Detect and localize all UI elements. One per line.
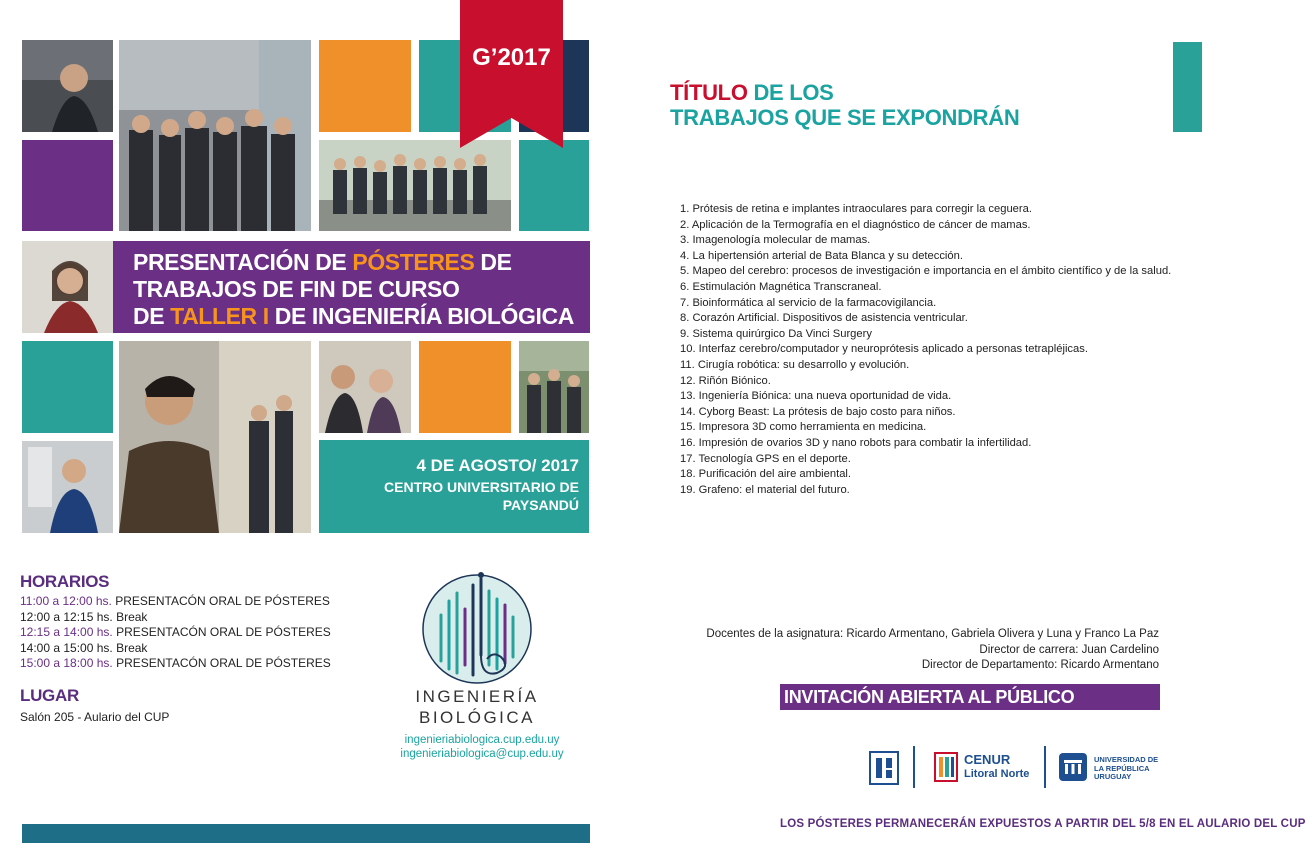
udelar-name: UNIVERSIDAD DE LA REPÚBLICA URUGUAY: [1094, 755, 1159, 781]
tile-orange-2: [419, 341, 511, 433]
title-banner: [113, 241, 590, 333]
schedule-activity: PRESENTACÓN ORAL DE PÓSTERES: [112, 656, 331, 670]
photo-students-outside: [519, 341, 589, 433]
work-item: 18. Purificación del aire ambiental.: [680, 468, 852, 481]
tile-teal-3: [22, 341, 113, 433]
photo-students-talking: [319, 341, 411, 433]
tile-purple: [22, 140, 113, 231]
work-item: 16. Impresión de ovarios 3D y nano robots para combatir la infertilidad.: [680, 436, 1032, 449]
logo-wordmark: [395, 686, 559, 728]
schedule-row: [20, 625, 350, 641]
year-ribbon: [460, 0, 563, 148]
work-item: 12. Riñón Biónico.: [680, 374, 771, 387]
work-item: 2. Aplicación de la Termografía en el diagnóstico de cáncer de mamas.: [680, 218, 1031, 231]
schedule-title: HORARIOS: [20, 572, 110, 591]
photo-student-girl: [22, 241, 113, 333]
work-item: 10. Interfaz cerebro/computador y neuroprótesis aplicado a personas tetrapléjicas.: [680, 343, 1088, 356]
works-heading: [670, 80, 1019, 130]
email-link[interactable]: ingenieriabiologica@cup.edu.uy: [400, 747, 564, 760]
event-place-line-1: CENTRO UNIVERSITARIO DE: [384, 479, 579, 495]
right-edge-tab: [1173, 42, 1202, 132]
photo-group-outdoor: [319, 140, 511, 231]
credits-block: [706, 627, 1159, 674]
website-link[interactable]: ingenieriabiologica.cup.edu.uy: [404, 734, 560, 746]
work-item: 13. Ingeniería Biónica: una nueva oportunidad de vida.: [680, 390, 952, 403]
tile-teal-2: [519, 140, 589, 231]
work-item: 3. Imagenología molecular de mamas.: [680, 234, 871, 247]
schedule-time: 15:00 a 18:00 hs.: [20, 656, 113, 670]
works-heading-line-1: TÍTULO DE LOS: [670, 80, 834, 105]
contact-block: [382, 734, 582, 761]
logo-line-1: INGENIERÍA: [415, 687, 539, 706]
ingenieria-biologica-logo: [415, 565, 539, 689]
credits-department-director: Director de Departamento: Ricardo Armentano: [921, 659, 1159, 671]
footer-note: LOS PÓSTERES PERMANECERÁN EXPUESTOS A PARTIR DEL 5/8 EN EL AULARIO DEL CUP: [780, 818, 1306, 830]
work-item: 5. Mapeo del cerebro: procesos de investigación e importancia en el ámbito científico y de la salud.: [680, 265, 1172, 278]
schedule-time: 12:00 a 12:15 hs.: [20, 609, 113, 624]
year-label: G’2017: [472, 44, 551, 71]
event-info-box: [319, 440, 589, 533]
work-item: 11. Cirugía robótica: su desarrollo y evolución.: [680, 358, 910, 371]
udelar-logo-icon: [1058, 752, 1088, 782]
works-list: [680, 202, 1170, 498]
banner-line-1: PRESENTACIÓN DE PÓSTERES DE: [133, 249, 512, 275]
schedule-list: [20, 594, 350, 672]
event-date: 4 DE AGOSTO/ 2017: [416, 456, 579, 475]
work-item: 15. Impresora 3D como herramienta en medicina.: [680, 421, 927, 434]
work-item: 8. Corazón Artificial. Dispositivos de asistencia ventricular.: [680, 312, 968, 325]
credits-career-director: Director de carrera: Juan Cardelino: [979, 643, 1159, 656]
logo-line-2: BIOLÓGICA: [418, 708, 536, 727]
work-item: 1. Prótesis de retina e implantes intraoculares para corregir la ceguera.: [680, 203, 1032, 215]
photo-group-corridor: [119, 40, 311, 231]
photo-student-poster: [22, 441, 113, 533]
schedule-activity: Break: [112, 609, 148, 624]
tile-orange: [319, 40, 411, 132]
schedule-row: [20, 610, 350, 626]
schedule-activity: PRESENTACÓN ORAL DE PÓSTERES: [112, 625, 331, 639]
schedule-time: 12:15 a 14:00 hs.: [20, 625, 113, 639]
banner-line-3: DE TALLER I DE INGENIERÍA BIOLÓGICA: [133, 303, 574, 329]
event-place-line-2: PAYSANDÚ: [502, 497, 579, 513]
schedule-time: 14:00 a 15:00 hs.: [20, 640, 113, 655]
cenur-name: CENUR: [964, 752, 1011, 767]
venue-section: [20, 686, 169, 724]
logo-divider-2: [1044, 746, 1046, 788]
work-item: 9. Sistema quirúrgico Da Vinci Surgery: [680, 327, 872, 340]
schedule-activity: PRESENTACÓN ORAL DE PÓSTERES: [111, 594, 330, 608]
banner-line-2: TRABAJOS DE FIN DE CURSO: [133, 276, 460, 302]
logo-divider-1: [913, 746, 915, 788]
work-item: 14. Cyborg Beast: La prótesis de bajo costo para niños.: [680, 405, 956, 418]
photo-presenter: [22, 40, 113, 132]
photo-student-closeup: [119, 341, 311, 533]
works-heading-line-2: TRABAJOS QUE SE EXPONDRÁN: [670, 105, 1020, 130]
work-item: 17. Tecnología GPS en el deporte.: [680, 452, 851, 465]
venue-title: LUGAR: [20, 686, 79, 705]
schedule-time: 11:00 a 12:00 hs.: [20, 594, 112, 608]
cenur-logo-icon: [934, 752, 958, 782]
schedule-row: [20, 641, 350, 657]
credits-teachers: Docentes de la asignatura: Ricardo Armentano, Gabriela Olivera y Luna y Franco La Paz: [706, 628, 1159, 640]
fing-logo-icon: [868, 750, 900, 786]
work-item: 4. La hipertensión arterial de Bata Blanca y su detección.: [680, 249, 963, 262]
schedule-row: [20, 656, 350, 672]
schedule-row: [20, 594, 350, 610]
venue-text: Salón 205 - Aulario del CUP: [20, 710, 170, 724]
work-item: 7. Bioinformática al servicio de la farmacovigilancia.: [680, 296, 937, 309]
schedule-activity: Break: [112, 640, 148, 655]
open-invitation-banner: INVITACIÓN ABIERTA AL PÚBLICO: [780, 684, 1160, 710]
left-footer-bar: [22, 824, 590, 843]
cenur-subtitle: Litoral Norte: [964, 768, 1030, 780]
work-item: 6. Estimulación Magnética Transcraneal.: [680, 280, 882, 293]
work-item: 19. Grafeno: el material del futuro.: [680, 483, 850, 496]
schedule-section: [20, 572, 350, 672]
